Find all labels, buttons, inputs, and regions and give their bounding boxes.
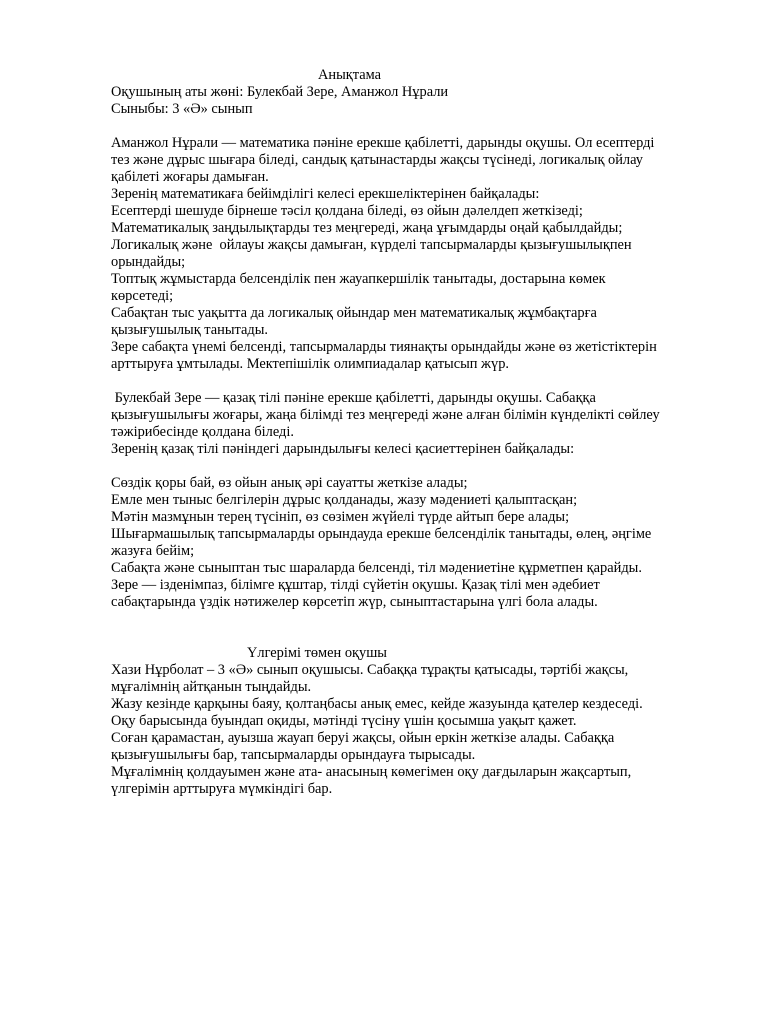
paragraph-line: Зере сабақта үнемі белсенді, тапсырмаларды тиянақты орындайды және өз жетістіктерін xyxy=(111,339,657,355)
student-names: Оқушының аты жөні: Булекбай Зере, Аманжол Нұрали xyxy=(111,84,449,100)
paragraph-line: жазуға бейім; xyxy=(111,543,195,559)
paragraph-line: Оқу барысында буындап оқиды, мәтінді түсіну үшін қосымша уақыт қажет. xyxy=(111,713,577,729)
paragraph-line: тез және дұрыс шығара біледі, сандық қатынастарды жақсы түсінеді, логикалық ойлау xyxy=(111,152,643,168)
paragraph-line: Сабақта және сыныптан тыс шараларда белсенді, тіл мәдениетіне құрметпен қарайды. xyxy=(111,560,642,576)
spacer xyxy=(111,118,711,135)
paragraph-line: көрсетеді; xyxy=(111,288,174,304)
paragraph-line: Есептерді шешуде бірнеше тәсіл қолдана біледі, өз ойын дәлелдеп жеткізеді; xyxy=(111,203,583,219)
paragraph-line: тәжірибесінде қолдана біледі. xyxy=(111,424,294,440)
paragraph-line: Булекбай Зере — қазақ тілі пәніне ерекше қабілетті, дарынды оқушы. Сабаққа xyxy=(111,390,596,406)
spacer xyxy=(111,611,711,645)
paragraph-line: Математикалық заңдылықтарды тез меңгереді, жаңа ұғымдарды оңай қабылдайды; xyxy=(111,220,623,236)
class-info: Сыныбы: 3 «Ә» сынып xyxy=(111,101,253,117)
document-page xyxy=(111,67,711,798)
paragraph-line: Жазу кезінде қарқыны баяу, қолтаңбасы анық емес, кейде жазуында қателер кездеседі. xyxy=(111,696,643,712)
paragraph-line: Топтық жұмыстарда белсенділік пен жауапкершілік танытады, достарына көмек xyxy=(111,271,606,287)
zere-traits-section xyxy=(111,475,711,611)
paragraph-line: Зере — ізденімпаз, білімге құштар, тілді сүйетін оқушы. Қазақ тілі мен әдебиет xyxy=(111,577,600,593)
paragraph-line: қызығушылығы бар, тапсырмаларды орындауға тырысады. xyxy=(111,747,476,763)
paragraph-line: мұғалімнің айтқанын тыңдайды. xyxy=(111,679,312,695)
paragraph-line: арттыруға ұмтылады. Мектепішілік олимпиадалар қатысып жүр. xyxy=(111,356,509,372)
paragraph-line: Емле мен тыныс белгілерін дұрыс қолданады, жазу мәдениеті қалыптасқан; xyxy=(111,492,578,508)
spacer xyxy=(111,458,711,475)
paragraph-line: Сабақтан тыс уақытта да логикалық ойындар мен математикалық жұмбақтарға xyxy=(111,305,597,321)
low-performance-section xyxy=(111,645,711,798)
paragraph-line: қызығушылық танытады. xyxy=(111,322,268,338)
nurali-section xyxy=(111,135,711,373)
paragraph-line: Шығармашылық тапсырмаларды орындауда ерекше белсенділік танытады, өлең, әңгіме xyxy=(111,526,652,542)
paragraph-line: қабілеті жоғары дамыған. xyxy=(111,169,269,185)
paragraph-line: үлгерімін арттыруға мүмкіндігі бар. xyxy=(111,781,333,797)
paragraph-line: Мәтін мазмұнын терең түсініп, өз сөзімен жүйелі түрде айтып бере алады; xyxy=(111,509,570,525)
paragraph-line: Мұғалімнің қолдауымен және ата- анасының көмегімен оқу дағдыларын жақсартып, xyxy=(111,764,632,780)
paragraph-line: Аманжол Нұрали — математика пәніне ерекше қабілетті, дарынды оқушы. Ол есептерді xyxy=(111,135,655,151)
zere-intro-section xyxy=(111,390,711,458)
section-heading: Үлгерімі төмен оқушы xyxy=(247,645,387,661)
spacer xyxy=(111,373,711,390)
paragraph-line: Зеренің математикаға бейімділігі келесі ерекшеліктерінен байқалады: xyxy=(111,186,540,202)
paragraph-line: сабақтарында үздік нәтижелер көрсетіп жүр, сыныптастарына үлгі бола алады. xyxy=(111,594,598,610)
document-title: Анықтама xyxy=(318,67,382,83)
paragraph-line: Зеренің қазақ тілі пәніндегі дарындылығы келесі қасиеттерінен байқалады: xyxy=(111,441,575,457)
paragraph-line: Соған қарамастан, ауызша жауап беруі жақсы, ойын еркін жеткізе алады. Сабаққа xyxy=(111,730,615,746)
paragraph-line: қызығушылығы жоғары, жаңа білімді тез меңгереді және алған білімін күнделікті сөйлеу xyxy=(111,407,660,423)
paragraph-line: Логикалық және ойлауы жақсы дамыған, күрделі тапсырмаларды қызығушылықпен xyxy=(111,237,632,253)
paragraph-line: орындайды; xyxy=(111,254,186,270)
paragraph-line: Хази Нұрболат – 3 «Ә» сынып оқушысы. Сабаққа тұрақты қатысады, тәртібі жақсы, xyxy=(111,662,629,678)
paragraph-line: Сөздік қоры бай, өз ойын анық әрі сауатты жеткізе алады; xyxy=(111,475,468,491)
